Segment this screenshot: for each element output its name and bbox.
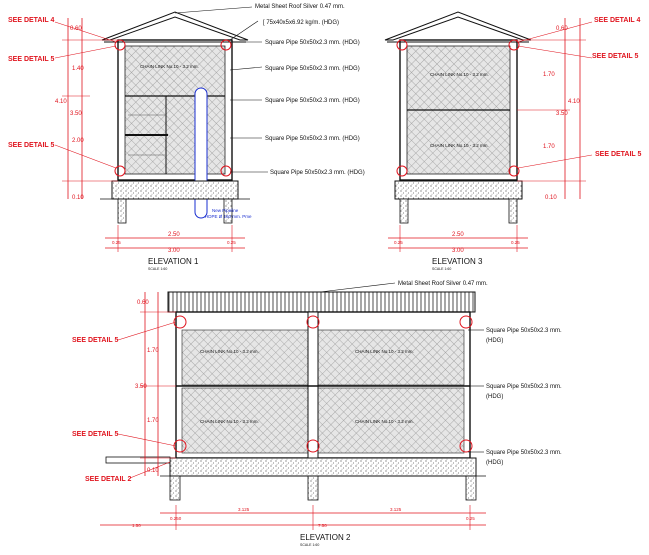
elev1-see-detail-5a: SEE DETAIL 5 — [8, 56, 55, 63]
elev3-mesh-note-2: CHAIN LINK No.10 - 3.2 mm. — [430, 143, 489, 148]
elevation-1 — [8, 4, 365, 271]
elev1-channel-note: [ 75x40x5x6.92 kg/m. (HDG) — [263, 20, 340, 26]
elev2-mesh-note-2: CHAIN LINK No.10 - 3.2 mm. — [355, 349, 414, 354]
elev2-dim-025: 0.25 — [466, 516, 475, 521]
elev2-pipe-note-2-hdg: (HDG) — [486, 394, 504, 400]
elev2-pipe-note-1-hdg: (HDG) — [486, 338, 504, 344]
elev1-see-detail-5b: SEE DETAIL 5 — [8, 142, 55, 149]
elev2-see-detail-2: SEE DETAIL 2 — [85, 476, 132, 483]
elev3-dim-170a: 1.70 — [543, 72, 555, 78]
elev2-dim-350: 3.50 — [135, 384, 147, 390]
elev3-see-detail-5b: SEE DETAIL 5 — [595, 151, 642, 158]
elev1-dim-025-right: 0.25 — [227, 240, 236, 245]
elev1-dim-200: 2.00 — [72, 138, 84, 144]
elev2-mesh-note-3: CHAIN LINK No.10 - 3.2 mm. — [200, 419, 259, 424]
elev2-mesh-left-top — [182, 330, 308, 385]
elev3-roof — [385, 12, 531, 40]
elev3-mesh-note-1: CHAIN LINK No.10 - 3.2 mm. — [430, 72, 489, 77]
elev2-scale: SCALE 1:60 — [300, 543, 320, 547]
elevation-2 — [72, 281, 562, 547]
elev2-pipe-note-3: Square Pipe 50x50x2.3 mm. — [486, 450, 562, 456]
elev1-dim-350: 3.50 — [70, 111, 82, 117]
elev3-dim-410: 4.10 — [568, 99, 580, 105]
elev1-pipeline-note-1: New Pipeline — [212, 208, 239, 213]
elev2-dim-3125b: 3.125 — [390, 507, 402, 512]
elev3-slab — [395, 181, 522, 199]
elev1-pipeline-note-2: HDPE Ø 160 mm. Pme — [205, 214, 252, 219]
elev1-see-detail-4: SEE DETAIL 4 — [8, 17, 55, 24]
elev3-dim-010: 0.10 — [545, 195, 557, 201]
elev3-see-detail-4: SEE DETAIL 4 — [594, 17, 641, 24]
elev2-roof — [168, 292, 475, 312]
elev1-dim-300: 3.00 — [168, 248, 180, 254]
elev3-dim-300: 3.00 — [452, 248, 464, 254]
elev2-dim-170b: 1.70 — [147, 418, 159, 424]
elev2-title: ELEVATION 2 — [300, 533, 351, 542]
elev1-dim-140: 1.40 — [72, 66, 84, 72]
elev3-dim-350: 3.50 — [556, 111, 568, 117]
elev3-dim-025-left: 0.25 — [394, 240, 403, 245]
elev1-pipe-note-5: Square Pipe 50x50x2.3 mm. (HDG) — [270, 170, 365, 176]
elev1-dim-410: 4.10 — [55, 99, 67, 105]
elev2-roof-note: Metal Sheet Roof Silver 0.47 mm. — [398, 281, 488, 287]
elev2-dim-750: 7.50 — [318, 523, 327, 528]
elev2-see-detail-5a: SEE DETAIL 5 — [72, 337, 119, 344]
elev1-dim-025-left: 0.25 — [112, 240, 121, 245]
elev2-dim-150: 1.50 — [132, 523, 141, 528]
elev3-scale: SCALE 1:60 — [432, 267, 452, 271]
elev2-pipe-note-2: Square Pipe 50x50x2.3 mm. — [486, 384, 562, 390]
elev2-pipe-note-3-hdg: (HDG) — [486, 460, 504, 466]
elev2-dim-0250: 0.250 — [170, 516, 182, 521]
elev1-pipe-note-4: Square Pipe 50x50x2.3 mm. (HDG) — [265, 136, 360, 142]
elev3-dim-025-right: 0.25 — [511, 240, 520, 245]
elev2-dim-010: 0.10 — [147, 468, 159, 474]
elev1-pipe-note-3: Square Pipe 50x50x2.3 mm. (HDG) — [265, 98, 360, 104]
elev1-slab — [112, 181, 238, 199]
elev2-dim-3125a: 3.125 — [238, 507, 250, 512]
elev2-see-detail-5b: SEE DETAIL 5 — [72, 431, 119, 438]
elev3-dim-170b: 1.70 — [543, 144, 555, 150]
elev1-scale: SCALE 1:60 — [148, 267, 168, 271]
elev1-dim-250: 2.50 — [168, 232, 180, 238]
elev2-mesh-right-top — [318, 330, 464, 385]
elev3-dim-060: 0.60 — [556, 26, 568, 32]
elev1-pipe-note-2: Square Pipe 50x50x2.3 mm. (HDG) — [265, 66, 360, 72]
elev2-mesh-note-1: CHAIN LINK No.10 - 3.2 mm. — [200, 349, 259, 354]
elevation-3 — [385, 12, 642, 271]
elev1-roof-note: Metal Sheet Roof Silver 0.47 mm. — [255, 4, 345, 10]
elev2-slab — [170, 458, 476, 476]
elev1-mesh-note: CHAIN LINK No.10 - 3.2 mm. — [140, 64, 199, 69]
elev2-dim-170a: 1.70 — [147, 348, 159, 354]
elev1-roof — [102, 12, 248, 40]
elev2-mesh-note-4: CHAIN LINK No.10 - 3.2 mm. — [355, 419, 414, 424]
elev1-dim-060: 0.60 — [70, 26, 82, 32]
elev3-see-detail-5a: SEE DETAIL 5 — [592, 53, 639, 60]
elev1-pipe-note-1: Square Pipe 50x50x2.3 mm. (HDG) — [265, 40, 360, 46]
elev2-dim-060: 0.60 — [137, 300, 149, 306]
elev3-title: ELEVATION 3 — [432, 257, 483, 266]
elev1-title: ELEVATION 1 — [148, 257, 199, 266]
elev2-pipe-note-1: Square Pipe 50x50x2.3 mm. — [486, 328, 562, 334]
elev3-dim-250: 2.50 — [452, 232, 464, 238]
elev1-dim-010: 0.10 — [72, 195, 84, 201]
